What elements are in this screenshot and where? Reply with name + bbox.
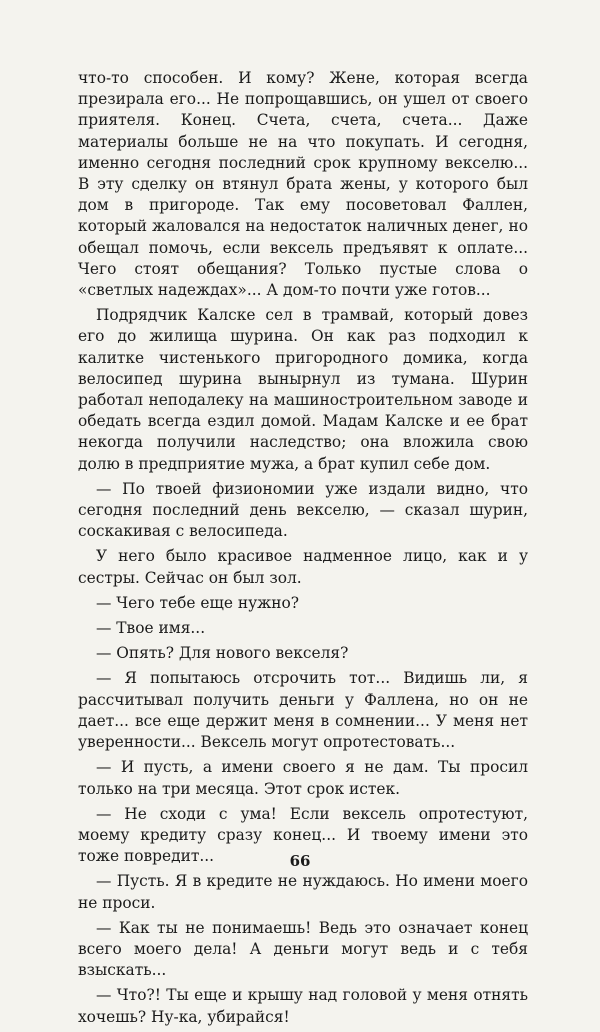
- paragraph: — Я попытаюсь отсрочить тот... Видишь ли, я рассчитывал получить деньги у Фаллена, но он не дает... все еще держит меня в сомнении... У меня нет уверенности... Вексель могут опротестовать...: [78, 669, 528, 752]
- paragraph: — Не сходи с ума! Если вексель опротестуют, моему кредиту сразу конец... И твоему имени это тоже повредит...: [78, 804, 528, 866]
- paragraph: — Опять? Для нового векселя?: [96, 644, 349, 663]
- paragraph: — Твое имя...: [96, 619, 206, 638]
- paragraph: — Пусть. Я в кредите не нуждаюсь. Но имени моего не проси.: [78, 872, 528, 912]
- paragraph: — И пусть, а имени своего я не дам. Ты просил только на три месяца. Этот срок истек.: [78, 758, 528, 798]
- paragraph: — Чего тебе еще нужно?: [96, 593, 300, 612]
- paragraph: — Как ты не понимаешь! Ведь это означает конец всего моего дела! А деньги могут ведь и с тебя взыскать...: [78, 918, 528, 980]
- paragraph: — По твоей физиономии уже издали видно, что сегодня последний день векселю, — сказал шурин, соскакивая с велосипеда.: [78, 479, 528, 541]
- page-number: 66: [289, 852, 311, 870]
- paragraph: что-то способен. И кому? Жене, которая всегда презирала его... Не попрощавшись, он ушел от своего приятеля. Конец. Счета, счета, счета... Даже материалы больше не на что покупать. И сегодня, именно сегодня последний срок крупному векселю... В эту сделку он втянул брата жены, у которого был дом в пригороде. Так ему посоветовал Фаллен, который жаловался на недостаток наличных денег, но обещал помочь, если вексель предъявят к оплате... Чего стоят обещания? Только пустые слова о «светлых надеждах»... А дом-то почти уже готов...: [78, 69, 528, 300]
- paragraph: Подрядчик Калске сел в трамвай, который довез его до жилища шурина. Он как раз подходил к калитке чистенького пригородного домика, когда велосипед шурина вынырнул из тумана. Шурин работал неподалеку на машиностроительном заводе и обедать всегда ездил домой. Мадам Калске и ее брат некогда получили наследство; она вложила свою долю в предприятие мужа, а брат купил себе дом.: [78, 306, 528, 473]
- paragraph: У него было красивое надменное лицо, как и у сестры. Сейчас он был зол.: [78, 547, 528, 587]
- page-text: [78, 68, 528, 1032]
- paragraph: — Что?! Ты еще и крышу над головой у меня отнять хочешь? Ну-ка, убирайся!: [78, 986, 528, 1026]
